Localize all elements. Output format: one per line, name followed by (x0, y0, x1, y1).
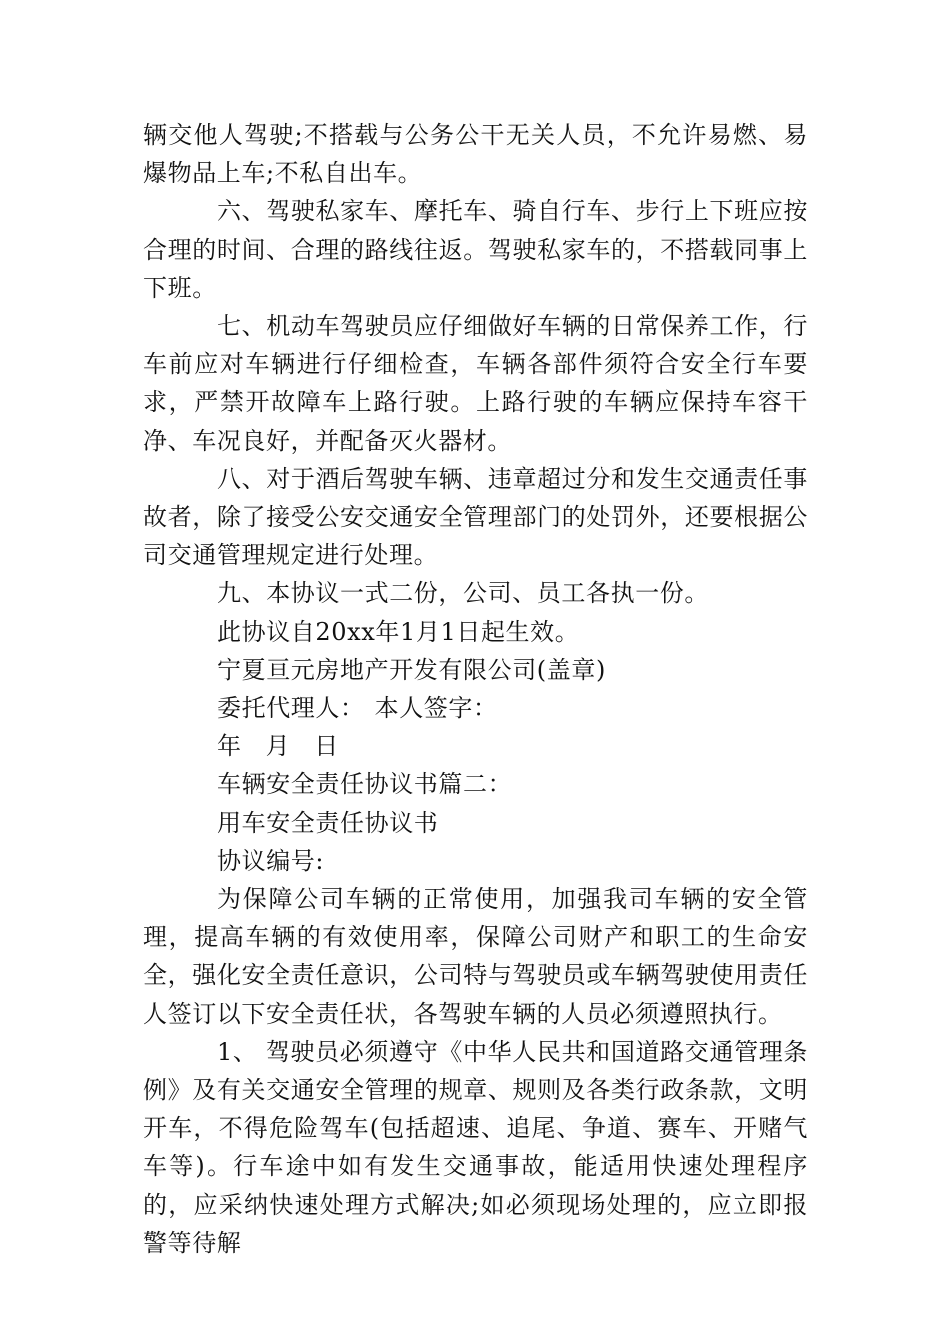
clause-seven: 七、机动车驾驶员应仔细做好车辆的日常保养工作，行车前应对车辆进行仔细检查，车辆各部件须符合安全行车要求，严禁开故障车上路行驶。上路行驶的车辆应保持车容干净、车况良好，并配备灭火器材。 (143, 312, 808, 455)
intro-paragraph: 为保障公司车辆的正常使用，加强我司车辆的安全管理，提高车辆的有效使用率，保障公司财产和职工的生命安全，强化安全责任意识，公司特与驾驶员或车辆驾驶使用责任人签订以下安全责任状，各驾驶车辆的人员必须遵照执行。 (143, 885, 808, 1028)
date-line (143, 727, 808, 765)
paragraph-continued: 辆交他人驾驶;不搭载与公务公干无关人员，不允许易燃、易爆物品上车;不私自出车。 (143, 121, 808, 188)
date-day: 日 (314, 732, 339, 761)
clause-eight: 八、对于酒后驾驶车辆、违章超过分和发生交通责任事故者，除了接受公安交通安全管理部门的处罚外，还要根据公司交通管理规定进行处理。 (143, 464, 808, 570)
signature-label: 本人签字： (374, 694, 498, 723)
company-seal-line: 宁夏亘元房地产开发有限公司(盖章) (217, 655, 606, 684)
date-year: 年 (217, 732, 242, 761)
date-month: 月 (265, 732, 291, 761)
signature-line (143, 689, 808, 727)
effective-date-line: 此协议自20xx年1月1日起生效。 (217, 617, 580, 646)
agent-label: 委托代理人： (217, 694, 365, 723)
section-title: 车辆安全责任协议书篇二： (217, 770, 513, 799)
item-one: 1、 驾驶员必须遵守《中华人民共和国道路交通管理条例》及有关交通安全管理的规章、规则及各类行政条款，文明开车，不得危险驾车(包括超速、追尾、争道、赛车、开赌气车等)。行车途中如有发生交通事故，能适用快速处理程序的，应采纳快速处理方式解决;如必须现场处理的，应立即报警等待解 (143, 1037, 808, 1257)
document-page (143, 116, 808, 1262)
clause-nine: 九、本协议一式二份，公司、员工各执一份。 (217, 579, 709, 608)
document-title: 用车安全责任协议书 (217, 808, 439, 837)
clause-six: 六、驾驶私家车、摩托车、骑自行车、步行上下班应按合理的时间、合理的路线往返。驾驶私家车的，不搭载同事上下班。 (143, 197, 808, 302)
agreement-number: 协议编号: (217, 846, 325, 875)
